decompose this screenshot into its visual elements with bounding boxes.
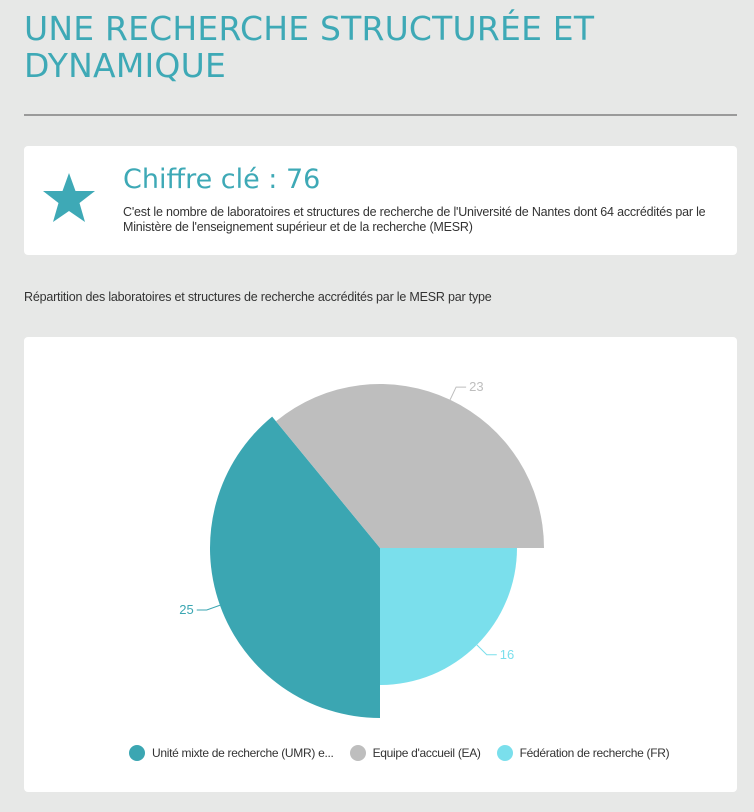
legend-label: Equipe d'accueil (EA) [372, 746, 481, 760]
legend-swatch [497, 745, 513, 761]
legend-swatch [129, 745, 145, 761]
legend-label: Fédération de recherche (FR) [519, 746, 670, 760]
data-label: 25 [179, 601, 194, 617]
data-label: 16 [499, 646, 515, 662]
label-leader-line [450, 387, 466, 400]
pie-slice[interactable] [380, 548, 517, 685]
data-label: 23 [469, 379, 484, 395]
page-title: UNE RECHERCHE STRUCTURÉE ET DYNAMIQUE [24, 9, 595, 85]
chart-card [24, 337, 737, 792]
key-figure-card [24, 146, 737, 255]
legend-item[interactable] [497, 745, 670, 761]
legend-swatch [350, 745, 366, 761]
chart-legend [129, 745, 685, 761]
label-leader-line [477, 645, 497, 655]
legend-item[interactable] [350, 745, 481, 761]
pie-chart [24, 337, 737, 737]
title-divider [24, 114, 737, 116]
legend-item[interactable] [129, 745, 334, 761]
chart-caption: Répartition des laboratoires et structures de recherche accrédités par le MESR par type [24, 290, 492, 304]
star-icon [42, 172, 96, 224]
key-figure-title: Chiffre clé : 76 [123, 164, 321, 195]
key-figure-description: C'est le nombre de laboratoires et structures de recherche de l'Université de Nantes dont 64 accrédités par le Ministère de l'enseignement supérieur et de la recherche (MESR) [123, 205, 706, 234]
legend-label: Unité mixte de recherche (UMR) e... [152, 746, 334, 760]
label-leader-line [197, 605, 220, 610]
